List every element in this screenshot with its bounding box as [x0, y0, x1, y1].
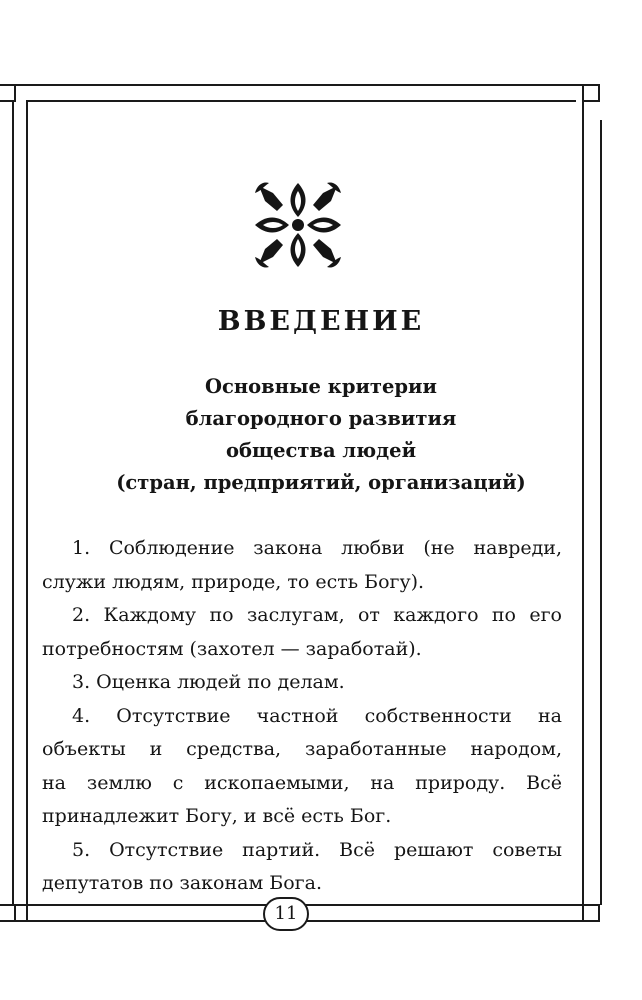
subtitle-line: благородного развития [185, 407, 457, 430]
frame-left-rule-outer [12, 96, 14, 908]
list-item [42, 532, 562, 599]
frame-left-rule-inner [26, 100, 28, 920]
fleur-de-lis-ornament-icon [247, 175, 349, 275]
list-item-line: на землю с ископаемыми, на природу. Всё [42, 771, 562, 794]
frame-corner-bottom-left [0, 904, 16, 922]
list-item-line: 3. Оценка людей по делам. [72, 671, 345, 693]
list-item [42, 834, 562, 901]
page-number: 11 [263, 897, 309, 931]
subtitle-line: общества людей [225, 439, 417, 462]
frame-top-rule-inner [28, 100, 576, 102]
list-item [42, 700, 562, 834]
frame-right-rule-outer [600, 120, 602, 905]
list-item-line: потребностям (захотел — заработай). [42, 637, 422, 660]
subtitle-line: Основные критерии [205, 375, 437, 398]
criteria-list [42, 532, 562, 901]
list-item [42, 599, 562, 666]
list-item-line: депутатов по законам Бога. [42, 872, 322, 894]
subtitle-line: (стран, предприятий, организаций) [116, 471, 526, 494]
list-item-line: служи людям, природе, то есть Богу). [42, 570, 425, 593]
list-item [42, 666, 562, 700]
list-item-line: 4. Отсутствие частной собственности на [72, 704, 562, 727]
list-item-line: принадлежит Богу, и всё есть Бог. [42, 805, 392, 827]
list-item-line: 5. Отсутствие партий. Всё решают советы [72, 838, 562, 861]
page-title: ВВЕДЕНИЕ [217, 306, 425, 337]
list-item-line: 2. Каждому по заслугам, от каждого по его [72, 604, 562, 626]
frame-corner-top-left [0, 84, 16, 102]
list-item-line: 1. Соблюдение закона любви (не навреди, [72, 537, 562, 559]
list-item-line: объекты и средства, заработанные народом, [42, 738, 562, 760]
frame-right-rule-inner [582, 100, 584, 908]
frame-top-rule-outer [12, 84, 584, 86]
frame-corner-top-right [582, 84, 600, 102]
subtitle [30, 371, 612, 499]
frame-corner-bottom-right [582, 904, 600, 922]
